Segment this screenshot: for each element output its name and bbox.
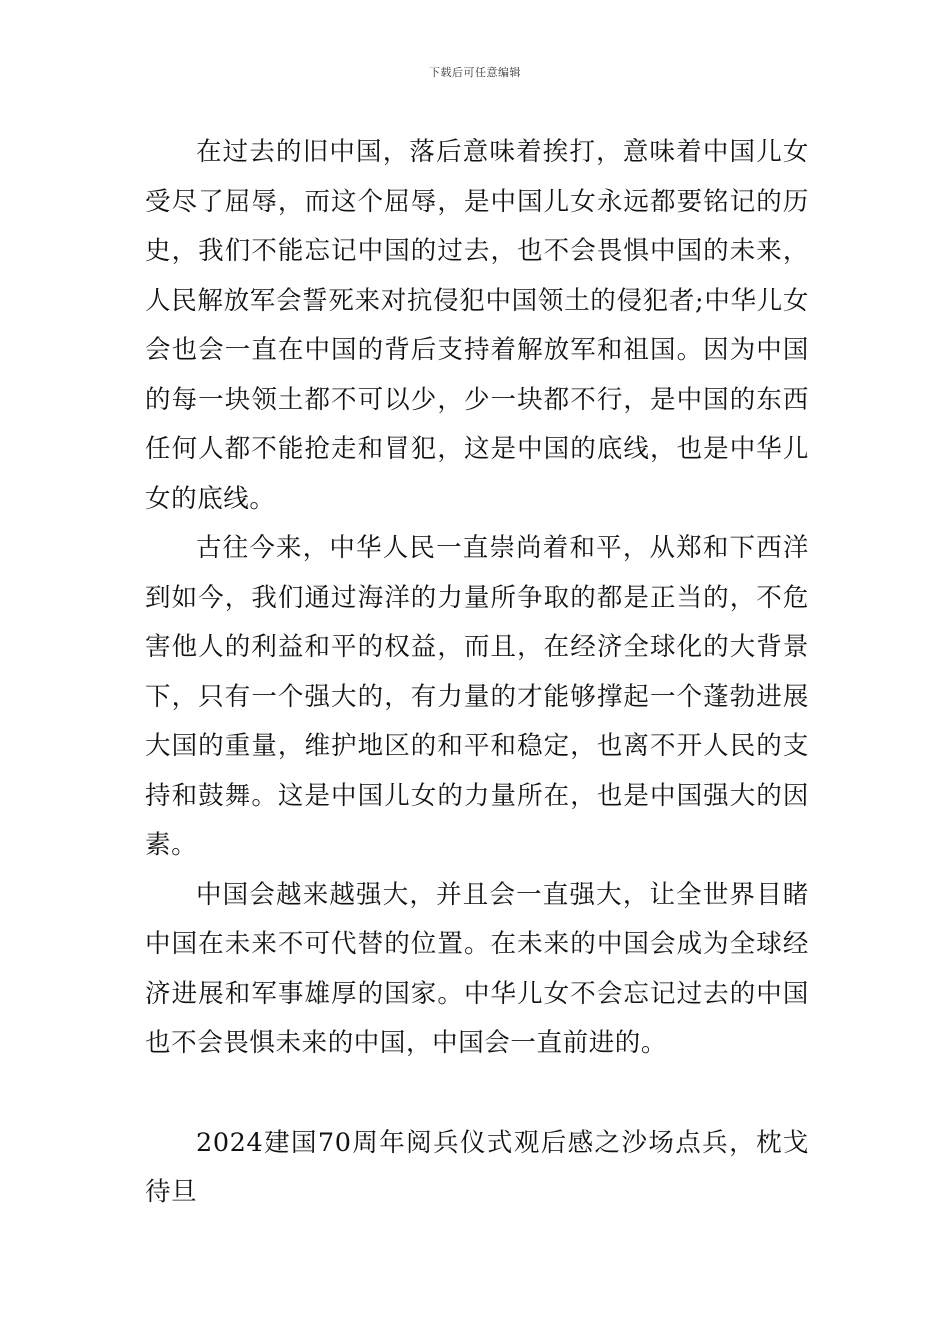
- document-body: [145, 128, 809, 1218]
- section-spacer: [145, 1069, 809, 1119]
- paragraph-1: 在过去的旧中国，落后意味着挨打，意味着中国儿女受尽了屈辱，而这个屈辱，是中国儿女永远都要铭记的历史，我们不能忘记中国的过去，也不会畏惧中国的未来，人民解放军会誓死来对抗侵犯中国领土的侵犯者;中华儿女会也会一直在中国的背后支持着解放军和祖国。因为中国的每一块领土都不可以少，少一块都不行，是中国的东西任何人都不能抢走和冒犯，这是中国的底线，也是中华儿女的底线。: [145, 137, 809, 514]
- page-header: 下载后可任意编辑: [429, 66, 521, 79]
- next-article-title: 2024建国70周年阅兵仪式观后感之沙场点兵，枕戈待旦: [145, 1127, 809, 1207]
- paragraph-2: 古往今来，中华人民一直崇尚着和平，从郑和下西洋到如今，我们通过海洋的力量所争取的都是正当的，不危害他人的利益和平的权益，而且，在经济全球化的大背景下，只有一个强大的，有力量的才能够撑起一个蓬勃进展大国的重量，维护地区的和平和稳定，也离不开人民的支持和鼓舞。这是中国儿女的力量所在，也是中国强大的因素。: [145, 533, 809, 860]
- paragraph-3: 中国会越来越强大，并且会一直强大，让全世界目睹中国在未来不可代替的位置。在未来的中国会成为全球经济进展和军事雄厚的国家。中华儿女不会忘记过去的中国也不会畏惧未来的中国，中国会一直前进的。: [145, 879, 809, 1058]
